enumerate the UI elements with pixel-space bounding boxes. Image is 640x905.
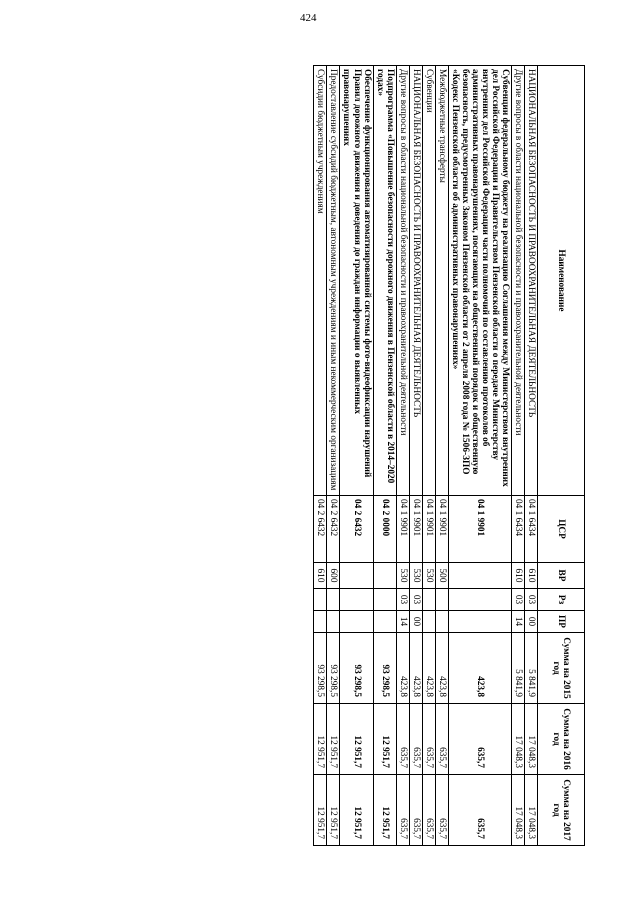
cell-sum-2015: 93 298,5 [340,633,373,704]
table-row [340,66,373,846]
cell-sum-2015: 93 298,5 [327,633,340,704]
table-row [524,66,537,846]
cell-pr: 00 [524,611,537,633]
cell-sum-2015: 423,8 [396,633,409,704]
header-row [538,66,585,846]
table-body [314,66,538,846]
cell-sum-2015: 423,8 [448,633,511,704]
cell-csr: 04 1 9901 [448,496,511,563]
cell-csr: 04 1 6434 [511,496,524,563]
cell-csr: 04 1 9901 [409,496,422,563]
cell-rz: 03 [524,589,537,611]
cell-rz [327,589,340,611]
cell-sum-2015: 423,8 [422,633,435,704]
cell-sum-2016: 635,7 [422,704,435,775]
cell-name: НАЦИОНАЛЬНАЯ БЕЗОПАСНОСТЬ И ПРАВООХРАНИТЕЛЬНАЯ ДЕЯТЕЛЬНОСТЬ [524,66,537,496]
cell-pr [448,611,511,633]
cell-sum-2015: 423,8 [435,633,448,704]
cell-name: Субвенции [422,66,435,496]
cell-sum-2017: 635,7 [422,775,435,846]
cell-sum-2017: 12 951,7 [327,775,340,846]
table-row [422,66,435,846]
cell-sum-2017: 17 048,3 [524,775,537,846]
table-row [448,66,511,846]
cell-pr: 14 [511,611,524,633]
cell-vr: 610 [511,563,524,589]
cell-vr [448,563,511,589]
header-sum-2016: Сумма на 2016 год [538,704,585,775]
cell-name: Другие вопросы в области национальной безопасности и правоохранительной деятельности [511,66,524,496]
cell-sum-2016: 12 951,7 [340,704,373,775]
budget-table [313,65,585,846]
cell-name: Обеспечение функционирования автоматизированной системы фото-видеофиксации нарушений Правил дорожного движения и доведения до граждан информации о выявленных правонарушениях [340,66,373,496]
header-vr: ВР [538,563,585,589]
table-row [511,66,524,846]
cell-rz: 03 [511,589,524,611]
cell-sum-2016: 635,7 [448,704,511,775]
cell-sum-2015: 5 841,9 [511,633,524,704]
cell-sum-2015: 423,8 [409,633,422,704]
header-rz: Рз [538,589,585,611]
table-row [373,66,396,846]
cell-vr: 610 [524,563,537,589]
cell-csr: 04 1 6434 [524,496,537,563]
cell-rz [435,589,448,611]
cell-sum-2017: 12 951,7 [373,775,396,846]
cell-name: Субвенции федеральному бюджету на реализацию Соглашения между Министерством внутренних дел Российской Федерации и Правительством Пензенской области о передаче Министерству внутренних дел Российской Федерации части полномочий по составлению протоколов об административных правонарушениях, посягающих на общественный порядок и общественную безопасность, предусмотренных Законом Пензенской области от 2 апреля 2008 года № 1506-ЗПО «Кодекс Пензенской области об административных правонарушениях» [448,66,511,496]
cell-vr: 610 [314,563,327,589]
cell-pr: 00 [409,611,422,633]
cell-csr: 04 2 6432 [340,496,373,563]
cell-sum-2017: 635,7 [409,775,422,846]
cell-sum-2016: 635,7 [435,704,448,775]
cell-csr: 04 1 9901 [435,496,448,563]
cell-rz [314,589,327,611]
cell-csr: 04 1 9901 [422,496,435,563]
cell-rz: 03 [409,589,422,611]
cell-sum-2015: 93 298,5 [373,633,396,704]
table-row [327,66,340,846]
cell-csr: 04 1 9901 [396,496,409,563]
cell-sum-2016: 635,7 [409,704,422,775]
cell-pr: 14 [396,611,409,633]
page-number: 424 [300,12,317,24]
table-row [409,66,422,846]
cell-vr [373,563,396,589]
cell-sum-2016: 12 951,7 [373,704,396,775]
cell-sum-2015: 5 841,9 [524,633,537,704]
header-sum-2015: Сумма на 2015 год [538,633,585,704]
cell-sum-2017: 635,7 [448,775,511,846]
cell-pr [340,611,373,633]
cell-sum-2016: 17 048,3 [524,704,537,775]
cell-vr: 530 [396,563,409,589]
cell-pr [327,611,340,633]
table-row [396,66,409,846]
cell-rz [373,589,396,611]
rotated-table-container [67,65,585,845]
cell-rz [422,589,435,611]
cell-sum-2016: 12 951,7 [327,704,340,775]
header-name: Наименование [538,66,585,496]
cell-sum-2017: 12 951,7 [340,775,373,846]
cell-name: Предоставление субсидий бюджетным, автономным учреждениям и иным некоммерческим организациям [327,66,340,496]
cell-vr [340,563,373,589]
table-row [435,66,448,846]
cell-rz [340,589,373,611]
table-row [314,66,327,846]
cell-sum-2016: 17 048,3 [511,704,524,775]
cell-sum-2017: 635,7 [435,775,448,846]
cell-name: Субсидии бюджетным учреждениям [314,66,327,496]
header-pr: ПР [538,611,585,633]
cell-rz [448,589,511,611]
cell-vr: 530 [409,563,422,589]
cell-csr: 04 2 6432 [327,496,340,563]
cell-sum-2016: 12 951,7 [314,704,327,775]
cell-rz: 03 [396,589,409,611]
cell-name: Другие вопросы в области национальной безопасности и правоохранительной деятельности [396,66,409,496]
cell-pr [314,611,327,633]
cell-pr [373,611,396,633]
cell-name: НАЦИОНАЛЬНАЯ БЕЗОПАСНОСТЬ И ПРАВООХРАНИТЕЛЬНАЯ ДЕЯТЕЛЬНОСТЬ [409,66,422,496]
cell-sum-2017: 12 951,7 [314,775,327,846]
cell-sum-2016: 635,7 [396,704,409,775]
header-csr: ЦСР [538,496,585,563]
cell-pr [422,611,435,633]
cell-name: Подпрограмма «Повышение безопасности дорожного движения в Пензенской области в 2014–2020 годах» [373,66,396,496]
cell-name: Межбюджетные трансферты [435,66,448,496]
cell-csr: 04 2 6432 [314,496,327,563]
cell-csr: 04 2 0000 [373,496,396,563]
cell-sum-2017: 635,7 [396,775,409,846]
cell-sum-2015: 93 298,5 [314,633,327,704]
cell-vr: 530 [422,563,435,589]
cell-vr: 600 [327,563,340,589]
cell-pr [435,611,448,633]
header-sum-2017: Сумма на 2017 год [538,775,585,846]
cell-sum-2017: 17 048,3 [511,775,524,846]
cell-vr: 500 [435,563,448,589]
